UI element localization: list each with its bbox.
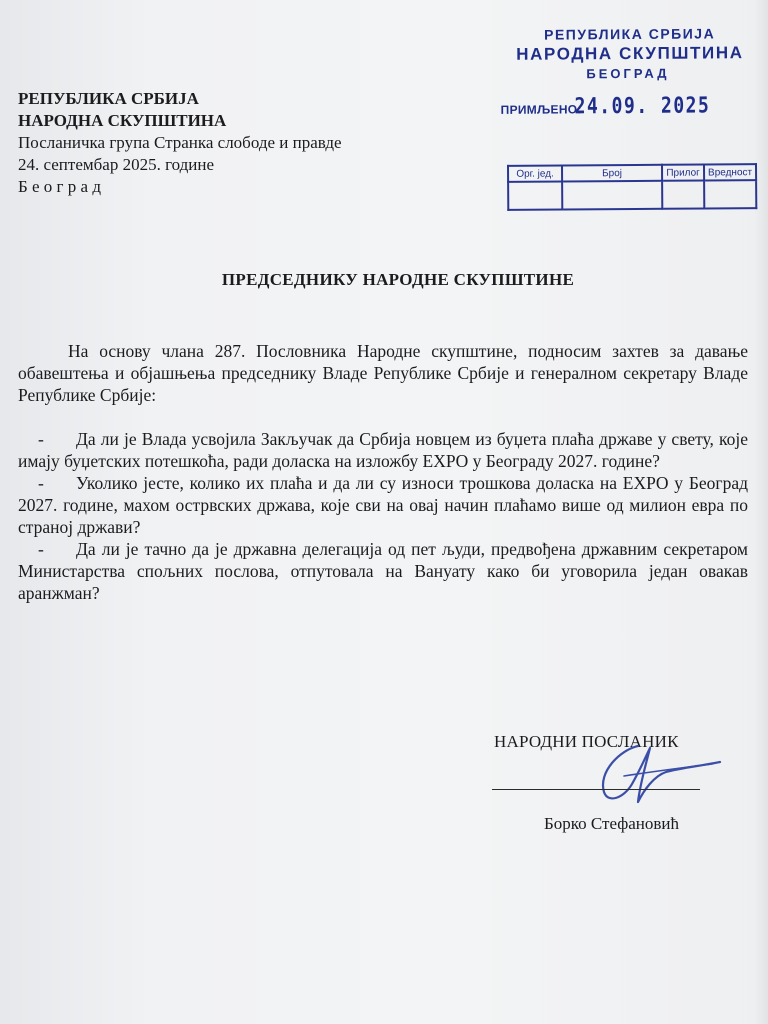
stamp-received-label: ПРИМЉЕНО: [500,102,582,117]
stamp-cell-value [704,180,756,208]
stamp-cell-attachment [662,180,704,208]
signature-line [492,789,700,790]
question-text: Да ли је Влада усвојила Закључак да Србија новцем из буџета плаћа државе у свету, које имају буџетских потешкоћа, ради доласка на изложбу ЕXPO у Београду 2027. године? [18,429,748,471]
stamp-assembly: НАРОДНА СКУПШТИНА [516,43,744,64]
signer-name: Борко Стефановић [544,814,679,833]
list-dash: - [38,473,44,493]
sender-header [18,88,342,198]
stamp-city: БЕОГРАД [586,65,670,82]
list-item [18,428,748,472]
header-party-group: Посланичка група Странка слободе и правде [18,133,342,152]
stamp-republic: РЕПУБЛИКА СРБИЈА [544,25,716,43]
question-text: Уколико јесте, колико их плаћа и да ли су износи трошкова доласка на ЕXPO у Београд 2027. године, махом острвских држава, које сви на овај начин плаћамо више од милион евра по страној држави? [18,473,748,537]
signer-role: НАРОДНИ ПОСЛАНИК [494,732,679,751]
page-edge-shadow [754,0,768,1024]
received-stamp [500,21,758,180]
document-body [18,340,748,604]
stamp-received-date: 24.09. 2025 [574,93,711,120]
stamp-cell-org [508,181,562,209]
stamp-registry-table [507,163,757,211]
list-item [18,472,748,538]
list-item [18,538,748,604]
intro-paragraph: На основу члана 287. Пословника Народне скупштине, подносим захтев за давање обавештења и објашњења председнику Владе Републике Србије и генералном секретару Владе Републике Србије: [18,341,748,405]
header-republic: РЕПУБЛИКА СРБИЈА [18,89,199,108]
stamp-col-number: Број [562,165,662,182]
question-list [18,428,748,604]
stamp-col-attachment: Прилог [662,164,704,180]
header-assembly: НАРОДНА СКУПШТИНА [18,111,227,130]
stamp-col-value: Вредност [704,164,756,180]
question-text: Да ли је тачно да је државна делегација од пет људи, предвођена државним секретаром Министарства спољних послова, отпутовала на Вануату како би уговорила један овакав аранжман? [18,539,748,603]
header-date: 24. септембар 2025. године [18,155,215,174]
handwritten-signature [580,728,730,818]
stamp-col-org: Орг. јед. [508,165,562,181]
document-title: ПРЕДСЕДНИКУ НАРОДНЕ СКУПШТИНЕ [221,270,575,289]
list-dash: - [38,539,44,559]
header-city: Б е о г р а д [18,177,101,196]
list-dash: - [38,429,44,449]
stamp-cell-number [562,181,662,210]
